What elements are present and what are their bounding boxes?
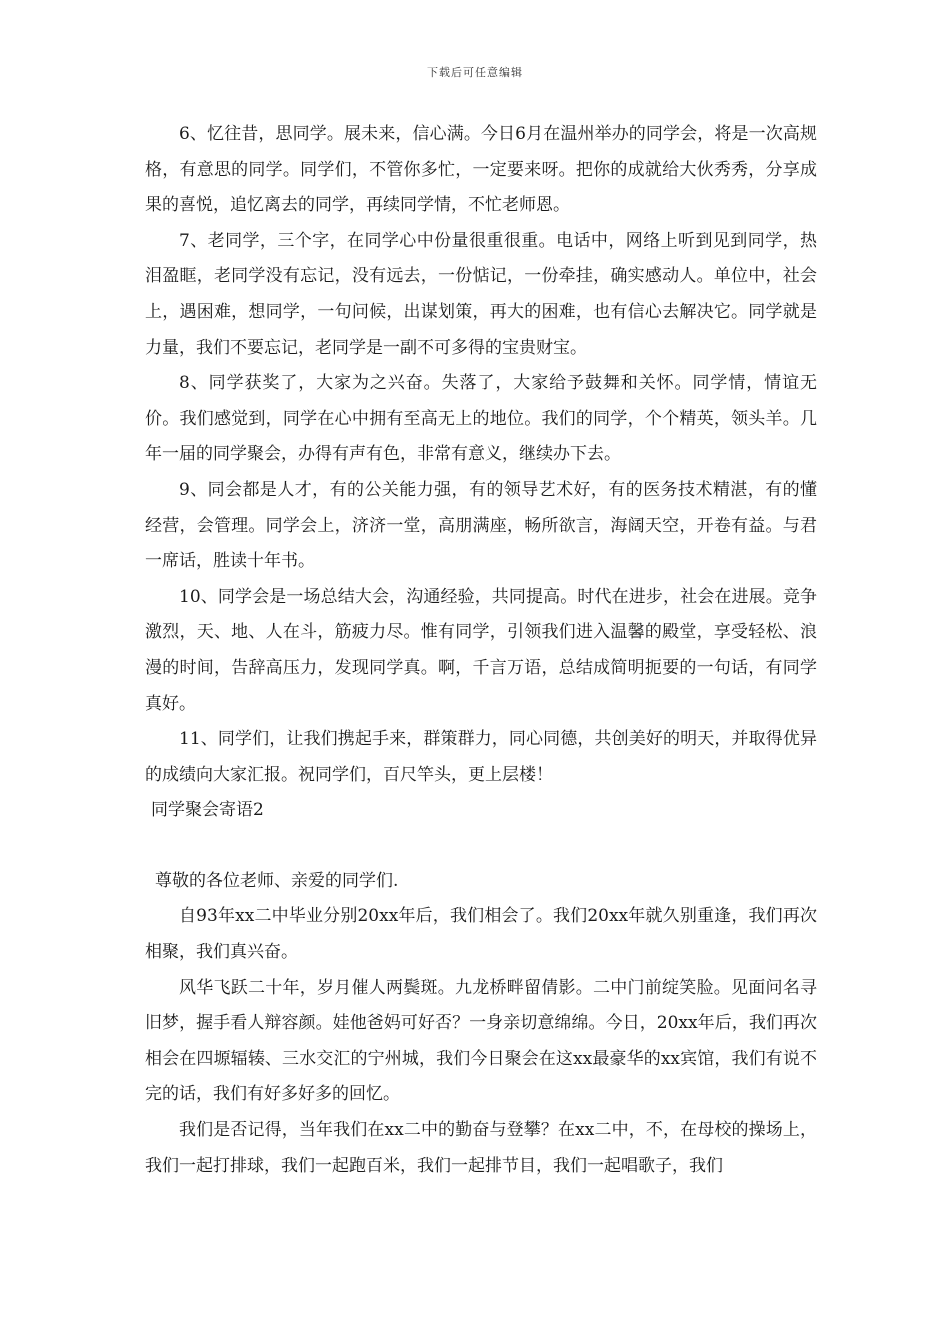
paragraph-reunion-memories: 我们是否记得，当年我们在xx二中的勤奋与登攀？在xx二中，不，在母校的操场上，我们一起打排球，我们一起跑百米，我们一起排节目，我们一起唱歌子，我们 — [145, 1120, 817, 1176]
blank-line — [145, 829, 817, 864]
paragraph-10: 10、同学会是一场总结大会，沟通经验，共同提高。时代在进步，社会在进展。竞争激烈，天、地、人在斗，筋疲力尽。惟有同学，引领我们进入温馨的殿堂，享受轻松、浪漫的时间，告辞高压力，发现同学真。啊，千言万语，总结成简明扼要的一句话，有同学真好。 — [145, 586, 817, 714]
page-header-note: 下载后可任意编辑 — [427, 66, 523, 79]
document-body — [145, 117, 817, 1184]
paragraph-reunion-poem: 风华飞跃二十年，岁月催人两鬓斑。九龙桥畔留倩影。二中门前绽笑脸。见面问名寻旧梦，握手看人辩容颜。娃他爸妈可好否？一身亲切意绵绵。今日，20xx年后，我们再次相会在四塬辐辏、三水交汇的宁州城，我们今日聚会在这xx最豪华的xx宾馆，我们有说不完的话，我们有好多好多的回忆。 — [145, 977, 817, 1105]
paragraph-6: 6、忆往昔，思同学。展未来，信心满。今日6月在温州举办的同学会，将是一次高规格，有意思的同学。同学们，不管你多忙，一定要来呀。把你的成就给大伙秀秀，分享成果的喜悦，追忆离去的同学，再续同学情，不忙老师恩。 — [145, 124, 817, 216]
section-heading: 同学聚会寄语2 — [151, 800, 264, 821]
paragraph-reunion-intro: 自93年xx二中毕业分别20xx年后，我们相会了。我们20xx年就久别重逢，我们再次相聚，我们真兴奋。 — [145, 906, 817, 963]
paragraph-8: 8、同学获奖了，大家为之兴奋。失落了，大家给予鼓舞和关怀。同学情，情谊无价。我们感觉到，同学在心中拥有至高无上的地位。我们的同学，个个精英，领头羊。几年一届的同学聚会，办得有声有色，非常有意义，继续办下去。 — [145, 373, 817, 465]
salutation: 尊敬的各位老师、亲爱的同学们. — [155, 870, 399, 891]
paragraph-7: 7、老同学，三个字，在同学心中份量很重很重。电话中，网络上听到见到同学，热泪盈眶，老同学没有忘记，没有远去，一份惦记，一份牵挂，确实感动人。单位中，社会上，遇困难，想同学，一句问候，出谋划策，再大的困难，也有信心去解决它。同学就是力量，我们不要忘记，老同学是一副不可多得的宝贵财宝。 — [145, 230, 817, 358]
paragraph-9: 9、同会都是人才，有的公关能力强，有的领导艺术好，有的医务技术精湛，有的懂经营，会管理。同学会上，济济一堂，高朋满座，畅所欲言，海阔天空，开卷有益。与君一席话，胜读十年书。 — [145, 479, 817, 572]
paragraph-11: 11、同学们，让我们携起手来，群策群力，同心同德，共创美好的明天，并取得优异的成绩向大家汇报。祝同学们，百尺竿头，更上层楼！ — [145, 729, 817, 785]
